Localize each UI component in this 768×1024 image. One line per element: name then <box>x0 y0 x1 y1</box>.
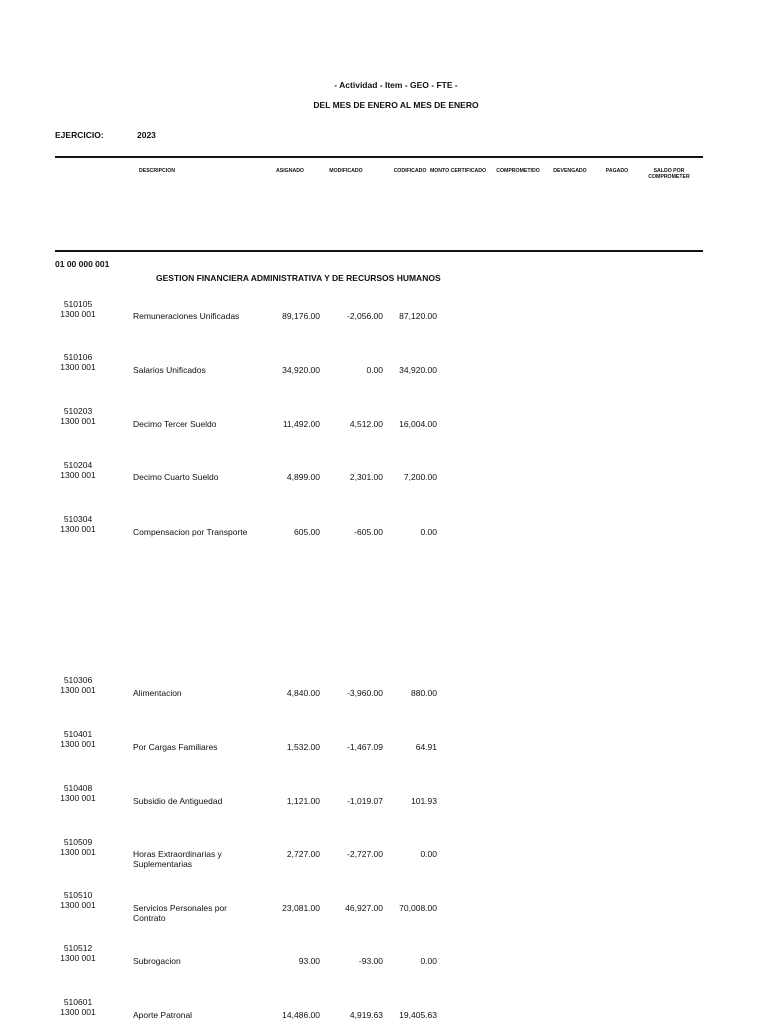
row-modificado: -93.00 <box>358 956 383 966</box>
section-code: 01 00 000 001 <box>55 259 110 269</box>
row-codificado: 34,920.00 <box>399 365 437 375</box>
row-fte-code: 1300 001 <box>60 309 96 319</box>
row-descripcion: Subrogacion <box>133 956 181 966</box>
col-comprometido: COMPROMETIDO <box>496 168 540 174</box>
row-descripcion: Compensacion por Transporte <box>133 527 248 537</box>
row-codificado: 16,004.00 <box>399 419 437 429</box>
row-codificado: 0.00 <box>420 956 437 966</box>
col-devengado: DEVENGADO <box>553 168 587 174</box>
row-asignado: 34,920.00 <box>282 365 320 375</box>
row-descripcion: Aporte Patronal <box>133 1010 193 1020</box>
row-fte-code: 1300 001 <box>60 739 96 749</box>
row-descripcion: Horas Extraordinarias y Suplementarias <box>133 849 222 869</box>
row-asignado: 11,492.00 <box>282 419 320 429</box>
row-asignado: 4,899.00 <box>286 472 320 482</box>
row-fte-code: 1300 001 <box>60 416 96 426</box>
row-codificado: 19,405.63 <box>399 1010 437 1020</box>
col-monto-certificado: MONTO CERTIFICADO <box>429 168 487 174</box>
row-modificado: 4,919.63 <box>349 1010 383 1020</box>
row-item-code: 510510 <box>63 890 93 900</box>
row-modificado: -1,019.07 <box>347 796 383 806</box>
row-codificado: 0.00 <box>420 849 437 859</box>
row-asignado: 23,081.00 <box>282 903 320 913</box>
row-asignado: 1,532.00 <box>286 742 320 752</box>
row-item-code: 510304 <box>63 514 93 524</box>
row-item-code: 510306 <box>63 675 93 685</box>
row-asignado: 2,727.00 <box>286 849 320 859</box>
report-title: - Actividad - Item - GEO - FTE - <box>334 80 458 90</box>
header-divider-bottom <box>55 250 703 252</box>
row-fte-code: 1300 001 <box>60 362 96 372</box>
row-item-code: 510204 <box>63 460 93 470</box>
col-modificado: MODIFICADO <box>329 168 363 174</box>
row-modificado: -2,056.00 <box>347 311 383 321</box>
col-saldo-por-comprometer: SALDO POR COMPROMETER <box>648 168 690 180</box>
row-modificado: -605.00 <box>354 527 383 537</box>
col-codificado: CODIFICADO <box>393 168 427 174</box>
row-codificado: 87,120.00 <box>399 311 437 321</box>
row-item-code: 510408 <box>63 783 93 793</box>
row-fte-code: 1300 001 <box>60 900 96 910</box>
row-item-code: 510509 <box>63 837 93 847</box>
row-descripcion: Servicios Personales por Contrato <box>133 903 228 923</box>
row-asignado: 4,840.00 <box>286 688 320 698</box>
row-fte-code: 1300 001 <box>60 793 96 803</box>
row-codificado: 880.00 <box>411 688 437 698</box>
row-item-code: 510401 <box>63 729 93 739</box>
row-modificado: 2,301.00 <box>349 472 383 482</box>
section-title: GESTION FINANCIERA ADMINISTRATIVA Y DE RECURSOS HUMANOS <box>156 273 441 283</box>
row-item-code: 510106 <box>63 352 93 362</box>
row-asignado: 605.00 <box>294 527 320 537</box>
row-modificado: 4,512.00 <box>349 419 383 429</box>
row-modificado: -1,467.09 <box>347 742 383 752</box>
row-descripcion: Remuneraciones Unificadas <box>133 311 240 321</box>
row-fte-code: 1300 001 <box>60 847 96 857</box>
row-codificado: 0.00 <box>420 527 437 537</box>
row-modificado: 46,927.00 <box>345 903 383 913</box>
row-asignado: 14,486.00 <box>282 1010 320 1020</box>
row-asignado: 89,176.00 <box>282 311 320 321</box>
row-fte-code: 1300 001 <box>60 470 96 480</box>
row-modificado: -2,727.00 <box>347 849 383 859</box>
row-asignado: 1,121.00 <box>286 796 320 806</box>
row-fte-code: 1300 001 <box>60 1007 96 1017</box>
row-asignado: 93.00 <box>298 956 320 966</box>
ejercicio-value: 2023 <box>137 130 156 140</box>
col-pagado: PAGADO <box>605 168 629 174</box>
header-divider-top <box>55 156 703 158</box>
ejercicio-label: EJERCICIO: <box>55 130 104 140</box>
row-codificado: 70,008.00 <box>399 903 437 913</box>
row-descripcion: Por Cargas Familiares <box>133 742 218 752</box>
row-descripcion: Decimo Tercer Sueldo <box>133 419 217 429</box>
row-modificado: -3,960.00 <box>347 688 383 698</box>
row-modificado: 0.00 <box>366 365 383 375</box>
row-descripcion: Decimo Cuarto Sueldo <box>133 472 219 482</box>
row-codificado: 7,200.00 <box>403 472 437 482</box>
col-asignado: ASIGNADO <box>276 168 304 174</box>
row-descripcion: Subsidio de Antiguedad <box>133 796 223 806</box>
row-item-code: 510105 <box>63 299 93 309</box>
row-fte-code: 1300 001 <box>60 953 96 963</box>
row-item-code: 510203 <box>63 406 93 416</box>
row-codificado: 64.91 <box>415 742 437 752</box>
col-descripcion: DESCRIPCION <box>138 168 176 174</box>
row-fte-code: 1300 001 <box>60 685 96 695</box>
row-descripcion: Alimentacion <box>133 688 182 698</box>
row-fte-code: 1300 001 <box>60 524 96 534</box>
report-period: DEL MES DE ENERO AL MES DE ENERO <box>313 100 479 110</box>
row-codificado: 101.93 <box>411 796 437 806</box>
row-item-code: 510512 <box>63 943 93 953</box>
row-item-code: 510601 <box>63 997 93 1007</box>
row-descripcion: Salarios Unificados <box>133 365 206 375</box>
